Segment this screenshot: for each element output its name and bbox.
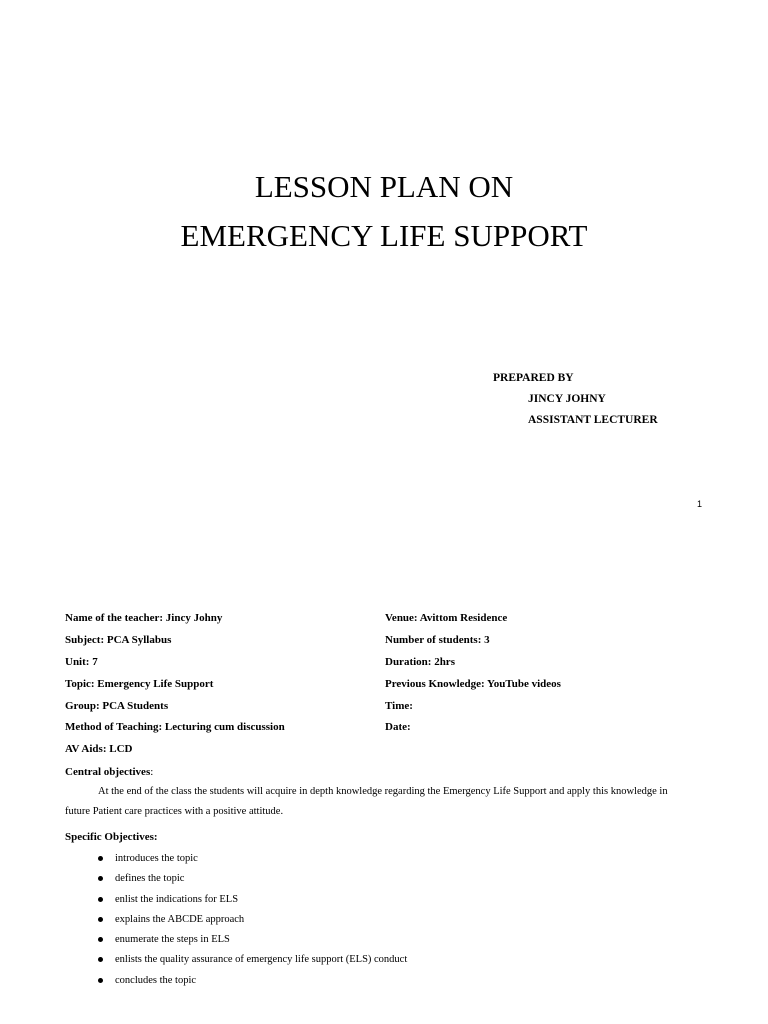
duration: Duration: 2hrs [385,656,455,668]
specific-objectives-heading-text: Specific Objectives: [65,831,158,843]
objective-text: enumerate the steps in ELS [115,934,230,946]
bullet-icon [98,897,103,902]
objective-text: explains the ABCDE approach [115,913,245,925]
bullet-icon [98,937,103,942]
teacher-name: Name of the teacher: Jincy Johny [65,612,223,624]
central-objectives-text: At the end of the class the students will acquire in depth knowledge regarding the Emergency Life Support and apply this knowledge in future Patient care practices with a positive attitude. [65,786,668,817]
bullet-icon [98,856,103,861]
list-item [98,973,407,993]
unit: Unit: 7 [65,656,98,668]
bullet-icon [98,957,103,962]
list-item [98,912,407,932]
central-objectives-colon: : [150,766,154,778]
title-line-2: EMERGENCY LIFE SUPPORT [180,218,588,253]
teaching-method: Method of Teaching: Lecturing cum discussion [65,721,285,733]
subject: Subject: PCA Syllabus [65,634,172,646]
bullet-icon [98,978,103,983]
author-name: JINCY JOHNY [528,393,606,405]
list-item [98,952,407,972]
specific-objectives-list [98,851,407,993]
group: Group: PCA Students [65,700,169,712]
list-item [98,892,407,912]
list-item [98,932,407,952]
author-role: ASSISTANT LECTURER [528,414,658,426]
title-line-1: LESSON PLAN ON [254,169,514,204]
time: Time: [385,700,413,712]
objective-text: enlist the indications for ELS [115,893,239,905]
objective-text: defines the topic [115,873,185,885]
previous-knowledge: Previous Knowledge: YouTube videos [385,678,561,690]
central-objectives-heading [65,767,153,778]
topic: Topic: Emergency Life Support [65,678,214,690]
number-of-students: Number of students: 3 [385,634,490,646]
objective-text: concludes the topic [115,974,197,986]
av-aids: AV Aids: LCD [65,743,133,755]
objective-text: introduces the topic [115,853,198,864]
date: Date: [385,721,411,733]
list-item [98,871,407,891]
bullet-icon [98,917,103,922]
list-item [98,851,407,871]
objective-text: enlists the quality assurance of emergency life support (ELS) conduct [115,954,408,966]
page-number: 1 [697,499,703,509]
venue: Venue: Avittom Residence [385,612,508,624]
specific-objectives-heading [65,832,158,843]
bullet-icon [98,876,103,881]
central-objectives-heading-text: Central objectives [65,766,151,778]
prepared-by-label: PREPARED BY [493,372,574,384]
